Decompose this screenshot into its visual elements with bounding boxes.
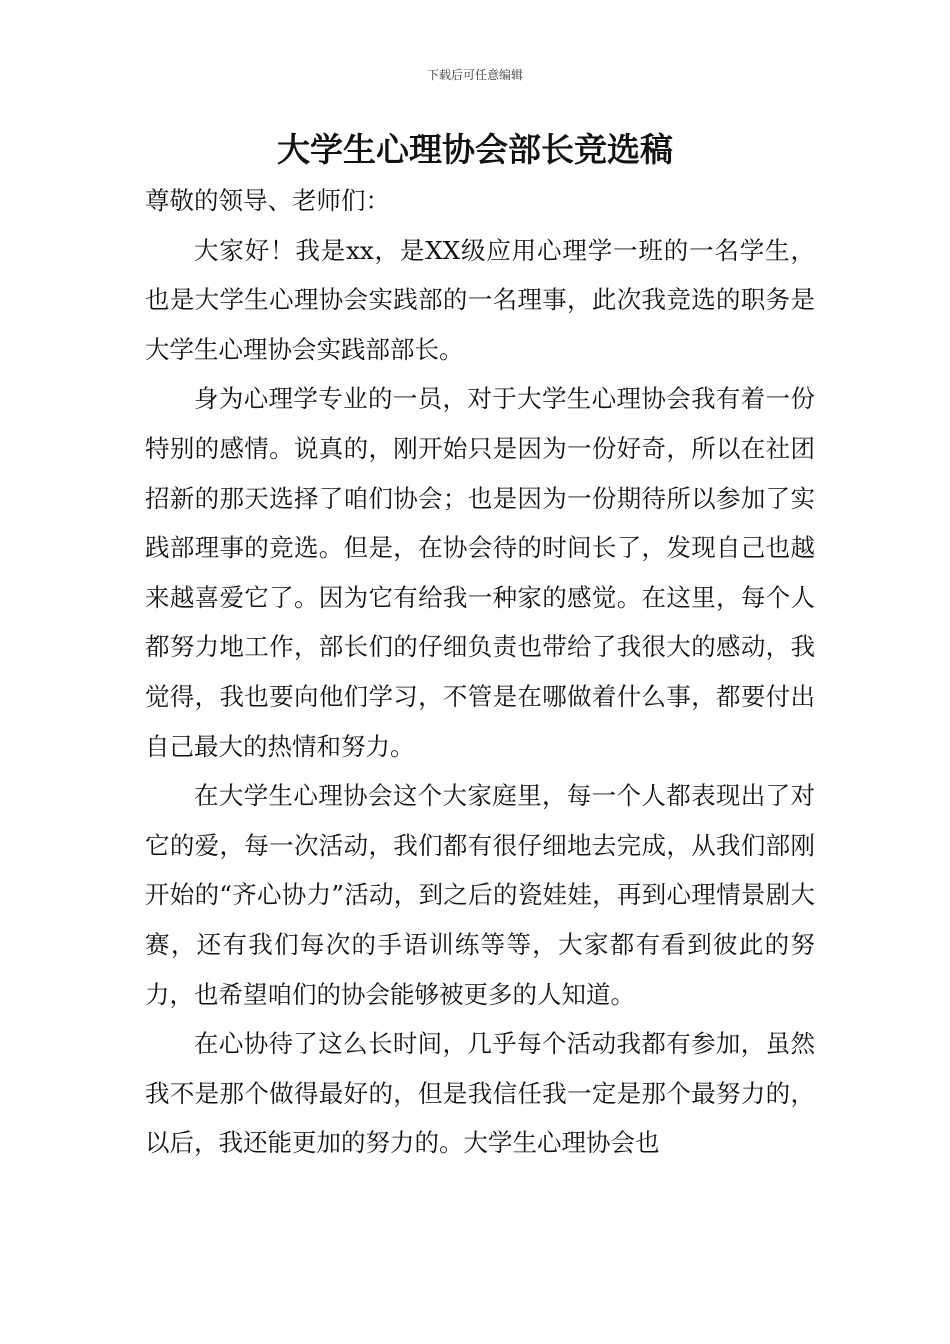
salutation: 尊敬的领导、老师们： [145, 186, 390, 215]
paragraph-activities: 在大学生心理协会这个大家庭里，每一个人都表现出了对它的爱，每一次活动，我们都有很仔细地去完成，从我们部刚开始的“齐心协力”活动，到之后的瓷娃娃，再到心理情景剧大赛，还有我们每次的手语训练等等，大家都有看到彼此的努力，也希望咱们的协会能够被更多的人知道。 [145, 781, 815, 1009]
header-note: 下载后可任意编辑 [426, 68, 523, 82]
paragraph-intro: 大家好！我是xx，是XX级应用心理学一班的一名学生，也是大学生心理协会实践部的一名理事，此次我竞选的职务是大学生心理协会实践部部长。 [145, 235, 815, 364]
document-title: 大学生心理协会部长竞选稿 [277, 130, 673, 169]
paragraph-commitment: 在心协待了这么长时间，几乎每个活动我都有参加，虽然我不是那个做得最好的，但是我信任我一定是那个最努力的，以后，我还能更加的努力的。大学生心理协会也 [145, 1029, 815, 1158]
paragraph-feelings: 身为心理学专业的一员，对于大学生心理协会我有着一份特别的感情。说真的，刚开始只是因为一份好奇，所以在社团招新的那天选择了咱们协会；也是因为一份期待所以参加了实践部理事的竞选。但是，在协会待的时间长了，发现自己也越来越喜爱它了。因为它有给我一种家的感觉。在这里，每个人都努力地工作，部长们的仔细负责也带给了我很大的感动，我觉得，我也要向他们学习，不管是在哪做着什么事，都要付出自己最大的热情和努力。 [145, 384, 815, 761]
document-body [145, 176, 815, 1168]
